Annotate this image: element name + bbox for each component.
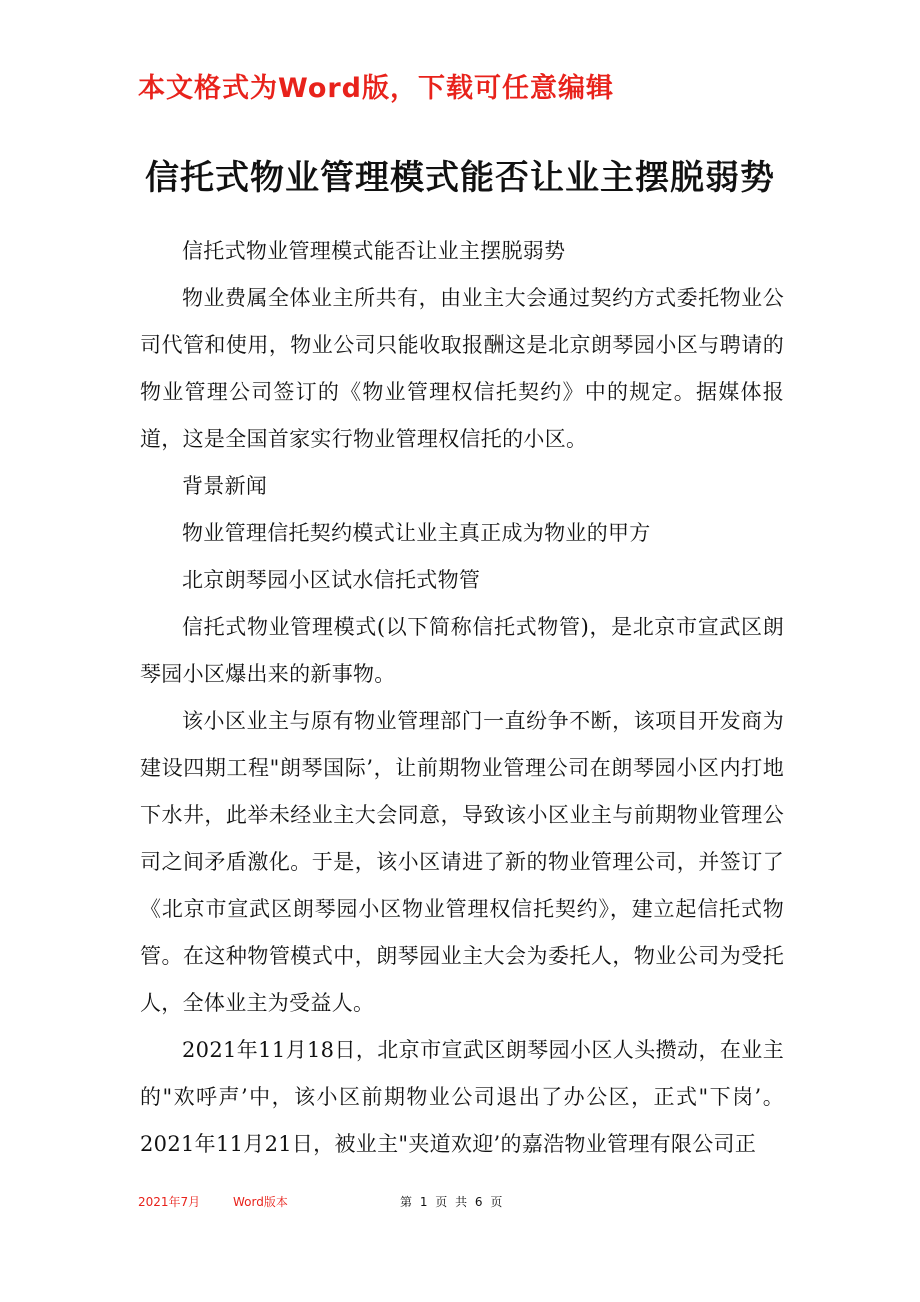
paragraph-definition: 信托式物业管理模式(以下简称信托式物管)，是北京市宣武区朗琴园小区爆出来的新事物。 bbox=[140, 615, 784, 686]
document-body bbox=[140, 228, 784, 1168]
paragraph-history: 该小区业主与原有物业管理部门一直纷争不断，该项目开发商为建设四期工程"朗琴国际’，让前期物业管理公司在朗琴园小区内打地下水井，此举未经业主大会同意，导致该小区业主与前期物业管理公司之间矛盾激化。于是，该小区请进了新的物业管理公司，并签订了《北京市宣武区朗琴园小区物业管理权信托契约》，建立起信托式物管。在这种物管模式中，朗琴园业主大会为委托人，物业公司为受托人，全体业主为受益人。 bbox=[140, 709, 784, 1015]
paragraph-events: 2021年11月18日，北京市宣武区朗琴园小区人头攒动，在业主的"欢呼声’中，该小区前期物业公司退出了办公区，正式"下岗’。2021年11月21日，被业主"夹道欢迎’的嘉浩物业管理有限公司正 bbox=[140, 1038, 784, 1156]
document-title: 信托式物业管理模式能否让业主摆脱弱势 bbox=[145, 158, 775, 198]
paragraph-subheadline: 北京朗琴园小区试水信托式物管 bbox=[182, 568, 481, 592]
footer-version: Word版本 bbox=[233, 1195, 288, 1209]
edit-notice-banner: 本文格式为Word版，下载可任意编辑 bbox=[138, 73, 615, 104]
paragraph-background-heading: 背景新闻 bbox=[182, 474, 268, 498]
paragraph-headline: 物业管理信托契约模式让业主真正成为物业的甲方 bbox=[182, 521, 651, 545]
paragraph-intro: 物业费属全体业主所共有，由业主大会通过契约方式委托物业公司代管和使用，物业公司只能收取报酬这是北京朗琴园小区与聘请的物业管理公司签订的《物业管理权信托契约》中的规定。据媒体报道，这是全国首家实行物业管理权信托的小区。 bbox=[140, 286, 784, 451]
footer-page-number: 第 1 页 共 6 页 bbox=[400, 1195, 505, 1209]
footer-date: 2021年7月 bbox=[138, 1195, 201, 1209]
page-footer bbox=[138, 1193, 782, 1213]
paragraph-subtitle: 信托式物业管理模式能否让业主摆脱弱势 bbox=[182, 239, 566, 263]
